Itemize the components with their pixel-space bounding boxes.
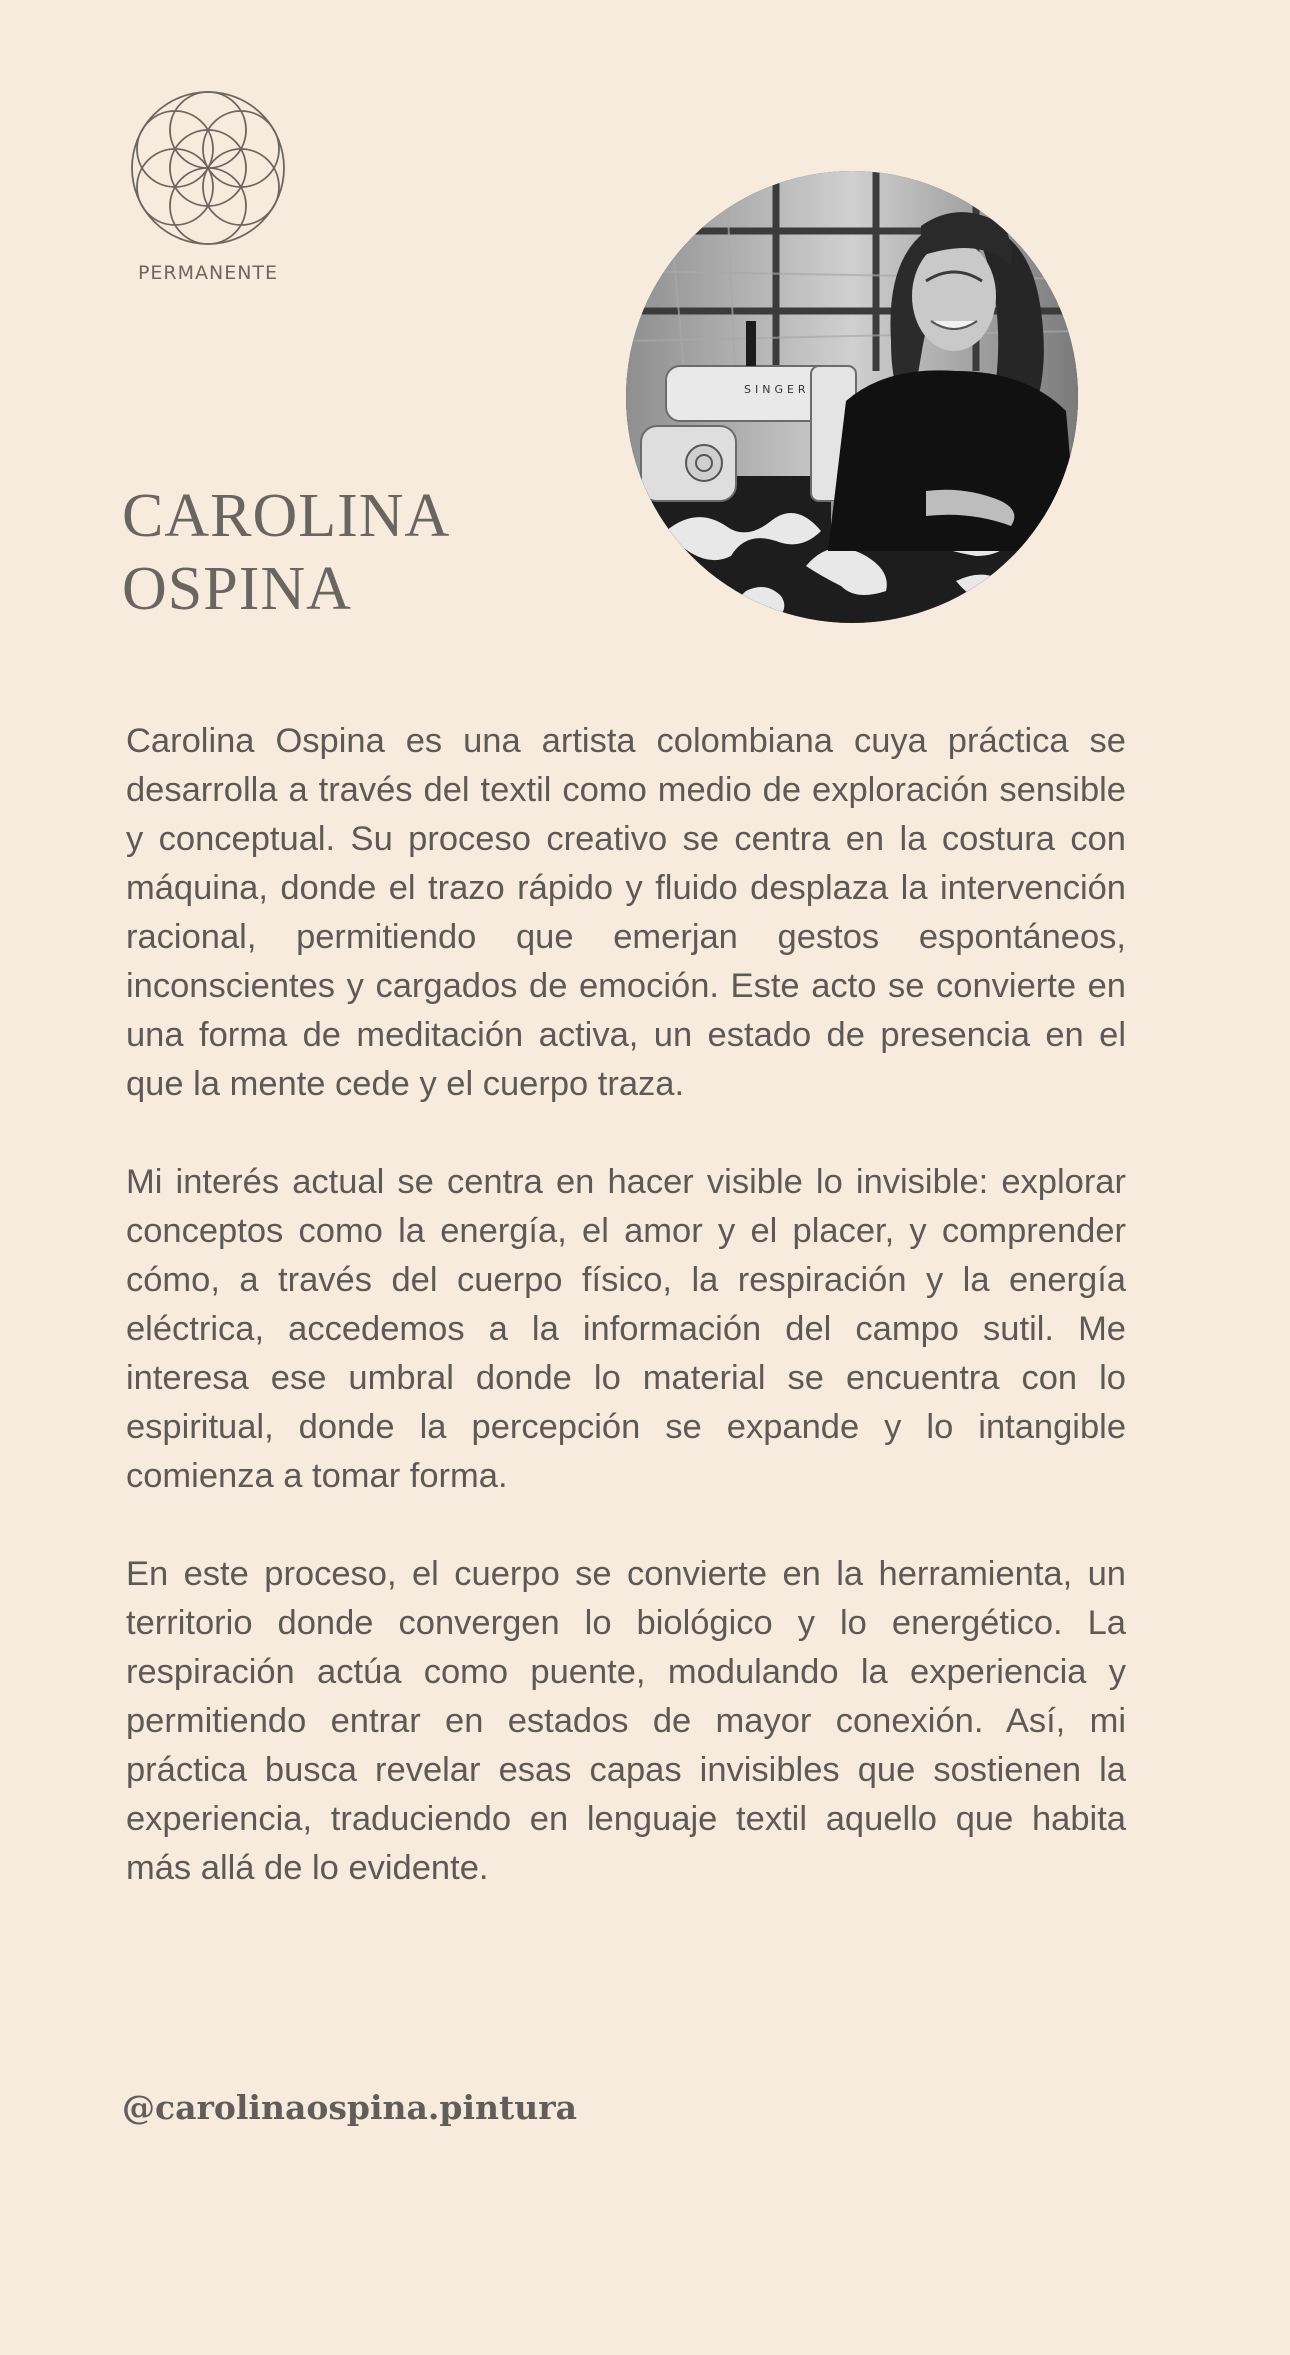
artist-portrait-photo [626, 171, 1078, 623]
artist-first-name: CAROLINA [122, 482, 451, 550]
artist-name [122, 480, 602, 626]
brand-logo [118, 88, 298, 284]
svg-text:SINGER: SINGER [744, 383, 810, 396]
bio-paragraph: En este proceso, el cuerpo se convierte en la herramienta, un territorio donde convergen lo biológico y lo energético. La respiración actúa como puente, modulando la experiencia y permitiendo entrar en estados de mayor conexión. Así, mi práctica busca revelar esas capas invisibles que sostienen la experiencia, traduciendo en lenguaje textil aquello que habita más allá de lo evidente. [126, 1555, 1126, 1887]
artist-bio [126, 717, 1126, 1942]
bio-paragraph: Carolina Ospina es una artista colombiana cuya práctica se desarrolla a través del textil como medio de exploración sensible y conceptual. Su proceso creativo se centra en la costura con máquina, donde el trazo rápido y fluido desplaza la intervención racional, permitiendo que emerjan gestos espontáneos, inconscientes y cargados de emoción. Este acto se convierte en una forma de meditación activa, un estado de presencia en el que la mente cede y el cuerpo traza. [126, 722, 1126, 1103]
bio-paragraph: Mi interés actual se centra en hacer visible lo invisible: explorar conceptos como la energía, el amor y el placer, y comprender cómo, a través del cuerpo físico, la respiración y la energía eléctrica, accedemos a la información del campo sutil. Me interesa ese umbral donde lo material se encuentra con lo espiritual, donde la percepción se expande y lo intangible comienza a tomar forma. [126, 1163, 1126, 1495]
flower-of-life-icon [120, 88, 296, 248]
portrait-illustration [626, 171, 1078, 623]
artist-last-name: OSPINA [122, 555, 352, 623]
social-handle-link[interactable]: @carolinaospina.pintura [122, 2088, 577, 2127]
brand-name: PERMANENTE [137, 262, 279, 284]
